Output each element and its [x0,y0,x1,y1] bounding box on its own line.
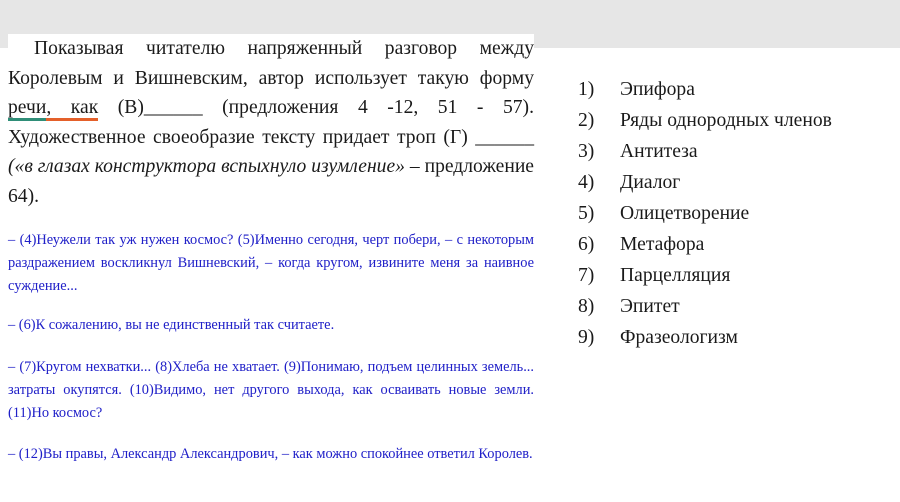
answer-option [578,322,832,353]
option-number: 7) [578,265,595,286]
answer-option [578,136,832,167]
answer-option [578,105,832,136]
excerpt-paragraph: – (7)Кругом нехватки... (8)Хлеба не хватает. (9)Понимаю, подъем целинных земель... затраты окупятся. (10)Видимо, нет другого выхода, как осваивать новые земли. (11)Но космос? [8,359,534,421]
task-column [8,34,534,466]
excerpt-paragraph: – (12)Вы правы, Александр Александрович, – как можно спокойнее ответил Королев. [8,446,533,462]
underlined-word-green: речи [8,97,46,121]
task-quote: («в глазах конструктора вспыхнуло изумление» – [8,156,420,177]
answer-options-list [578,74,832,353]
option-number: 4) [578,172,595,193]
option-label: Фразеологизм [620,327,738,348]
answer-option [578,167,832,198]
option-number: 1) [578,79,595,100]
excerpt-paragraph: – (4)Неужели так уж нужен космос? (5)Именно сегодня, черт побери, – с некоторым раздражением воскликнул Вишневский, – когда кругом, извините меня за наивное суждение... [8,232,534,294]
option-label: Олицетворение [620,203,750,224]
excerpt-paragraph: – (6)К сожалению, вы не единственный так считаете. [8,317,335,333]
option-number: 5) [578,203,595,224]
option-label: Антитеза [620,141,698,162]
task-paragraph [8,34,534,211]
answer-option [578,229,832,260]
option-label: Эпифора [620,79,695,100]
task-text-part2: (В)______ (предложения 4 -12, 51 - 57). Художественное своеобразие тексту придает троп (Г) ______ [8,97,534,148]
option-number: 6) [578,234,595,255]
option-number: 9) [578,327,595,348]
answer-option [578,260,832,291]
task-text-part3: предложение 64). [8,156,534,207]
answer-option [578,74,832,105]
underlined-word-orange: , как [46,97,98,121]
option-number: 3) [578,141,595,162]
answer-option [578,291,832,322]
task-text-part1: Показывая читателю напряженный разговор между Королевым и Вишневским, автор использует такую форму [8,38,534,89]
option-number: 8) [578,296,595,317]
option-label: Эпитет [620,296,680,317]
option-label: Метафора [620,234,705,255]
option-label: Ряды однородных членов [620,110,832,131]
option-label: Диалог [620,172,681,193]
option-label: Парцелляция [620,265,731,286]
answer-option [578,198,832,229]
option-number: 2) [578,110,595,131]
